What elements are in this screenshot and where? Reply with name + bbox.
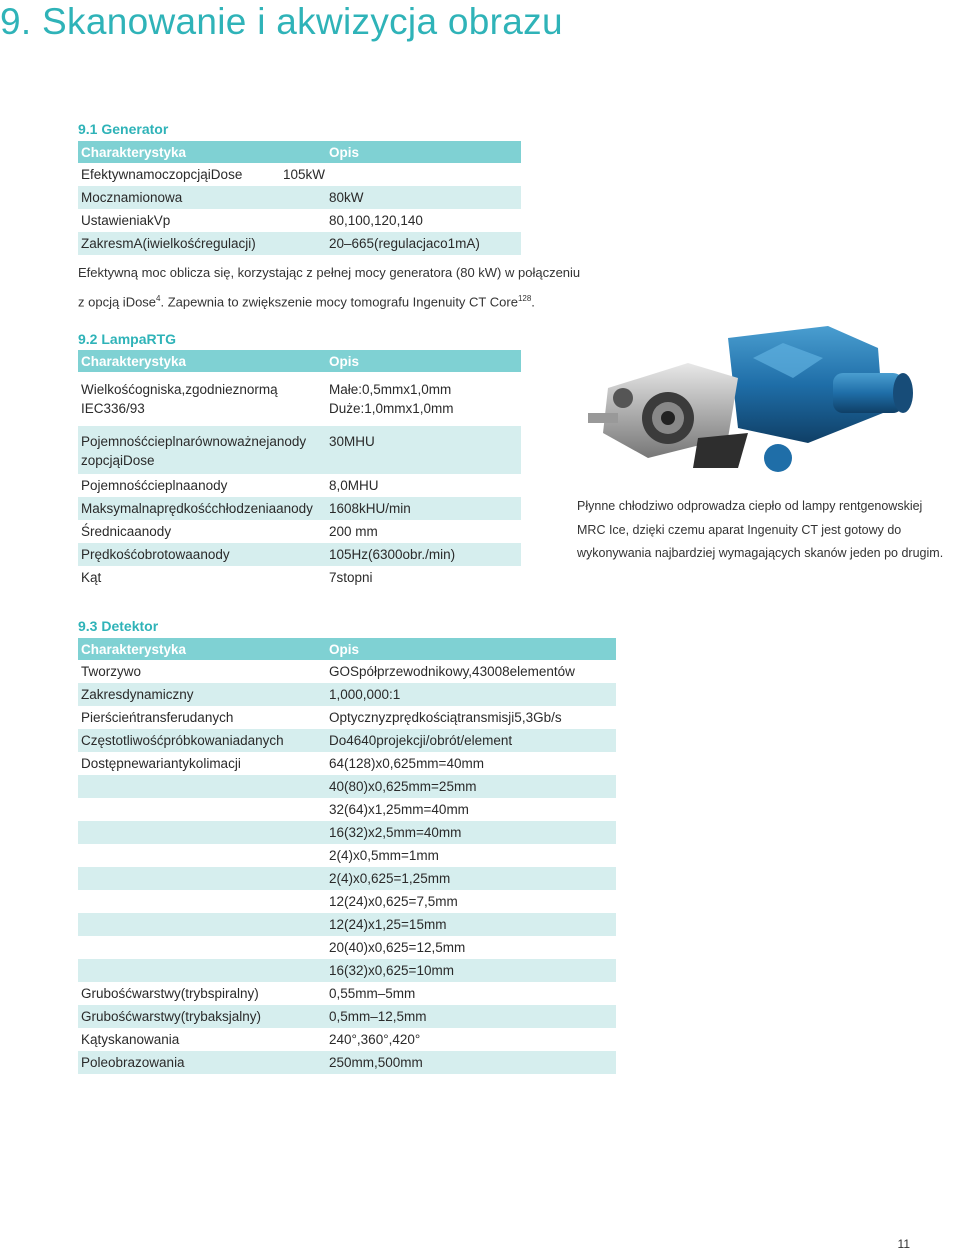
table-row <box>78 474 521 497</box>
table-header-row <box>78 141 521 163</box>
cell-value: 32(64)x1,25mm=40mm <box>326 798 616 821</box>
cell-char: Dostępnewariantykolimacji <box>78 752 326 775</box>
cell-value: 7stopni <box>326 566 521 589</box>
cell-value: 0,55mm–5mm <box>326 982 616 1005</box>
cell-value: Małe:0,5mmx1,0mm Duże:1,0mmx1,0mm <box>326 372 521 426</box>
cell-value: Do4640projekcji/obrót/element <box>326 729 616 752</box>
table-row <box>78 163 521 186</box>
cell-char <box>78 798 326 821</box>
table-row <box>78 867 616 890</box>
table-row <box>78 844 616 867</box>
table-header-row <box>78 638 616 660</box>
cell-char: Zakresdynamiczny <box>78 683 326 706</box>
section-heading-detector: 9.3 Detektor <box>78 618 159 634</box>
cell-value: 20–665(regulacjaco1mA) <box>326 232 521 255</box>
table-row <box>78 660 616 683</box>
cell-value: 1,000,000:1 <box>326 683 616 706</box>
table-row <box>78 890 616 913</box>
table-row <box>78 520 521 543</box>
cell-char <box>78 913 326 936</box>
cell-char: Poleobrazowania <box>78 1051 326 1074</box>
table-row <box>78 1051 616 1074</box>
table-row <box>78 982 616 1005</box>
cell-value: 12(24)x0,625=7,5mm <box>326 890 616 913</box>
table-row <box>78 798 616 821</box>
section-heading-generator: 9.1 Generator <box>78 121 169 137</box>
cell-char: Pojemnośćcieplnaanody <box>78 474 326 497</box>
table-row <box>78 959 616 982</box>
cell-value: Optycznyzprędkościątransmisji5,3Gb/s <box>326 706 616 729</box>
header-desc: Opis <box>326 141 521 163</box>
generator-note <box>78 260 580 315</box>
header-char: Charakterystyka <box>78 638 326 660</box>
page-number: 11 <box>897 1237 910 1251</box>
table-row <box>78 706 616 729</box>
table-row <box>78 729 616 752</box>
table-row <box>78 683 616 706</box>
cell-value: 12(24)x1,25=15mm <box>326 913 616 936</box>
cell-char <box>78 936 326 959</box>
table-row <box>78 775 616 798</box>
note-line-1: Efektywną moc oblicza się, korzystając z pełnej mocy generatora (80 kW) w połączeniu <box>78 265 581 280</box>
table-row <box>78 426 521 474</box>
xray-tube-image <box>578 318 918 488</box>
cell-value: 250mm,500mm <box>326 1051 616 1074</box>
note-line-2: z opcją iDose$^4$. Zapewnia to zwiększenie mocy tomografu Ingenuity CT Core$^{128}$. <box>78 294 535 310</box>
table-row <box>78 936 616 959</box>
cell-char <box>78 890 326 913</box>
cell-value: 0,5mm–12,5mm <box>326 1005 616 1028</box>
table-row <box>78 913 616 936</box>
cell-value: 2(4)x0,5mm=1mm <box>326 844 616 867</box>
cell-value: 16(32)x0,625=10mm <box>326 959 616 982</box>
cell-char <box>78 959 326 982</box>
page-title: 9. Skanowanie i akwizycja obrazu <box>0 1 563 42</box>
table-row <box>78 497 521 520</box>
table-row <box>78 209 521 232</box>
cell-value: 105kW <box>283 167 326 182</box>
table-row <box>78 372 521 426</box>
generator-table <box>78 141 521 255</box>
table-header-row <box>78 350 521 372</box>
cell-char: Kątyskanowania <box>78 1028 326 1051</box>
cell-char: Tworzywo <box>78 660 326 683</box>
header-desc: Opis <box>326 350 521 372</box>
cell-value: 80kW <box>326 186 521 209</box>
lamp-table <box>78 350 521 589</box>
cell-char: Grubośćwarstwy(trybspiralny) <box>78 982 326 1005</box>
cell-value: 8,0MHU <box>326 474 521 497</box>
cell-value: 40(80)x0,625mm=25mm <box>326 775 616 798</box>
cell-char <box>78 163 521 186</box>
cell-value: 1608kHU/min <box>326 497 521 520</box>
cell-char: Prędkośćobrotowaanody <box>78 543 326 566</box>
cell-char: Średnicaanody <box>78 520 326 543</box>
cell-char <box>78 775 326 798</box>
header-char: Charakterystyka <box>78 141 326 163</box>
cell-char: ZakresmA(iwielkośćregulacji) <box>78 232 326 255</box>
cell-value: 16(32)x2,5mm=40mm <box>326 821 616 844</box>
header-desc: Opis <box>326 638 616 660</box>
table-row <box>78 186 521 209</box>
cell-value: 200 mm <box>326 520 521 543</box>
detector-table <box>78 638 616 1074</box>
cell-value: GOSpółprzewodnikowy,43008elementów <box>326 660 616 683</box>
cell-char: Grubośćwarstwy(trybaksjalny) <box>78 1005 326 1028</box>
table-row <box>78 821 616 844</box>
table-row <box>78 543 521 566</box>
cell-char: Wielkośćogniska,zgodnieznormą IEC336/93 <box>78 372 326 426</box>
table-row <box>78 752 616 775</box>
cell-char: Maksymalnaprędkośćchłodzeniaanody <box>78 497 326 520</box>
cell-char: Pierścieńtransferudanych <box>78 706 326 729</box>
cell-value: 240°,360°,420° <box>326 1028 616 1051</box>
cell-char: Kąt <box>78 566 326 589</box>
cell-value: 105Hz(6300obr./min) <box>326 543 521 566</box>
cell-char <box>78 821 326 844</box>
cell-value: 64(128)x0,625mm=40mm <box>326 752 616 775</box>
section-heading-lamp: 9.2 LampaRTG <box>78 331 177 347</box>
cell-value: 20(40)x0,625=12,5mm <box>326 936 616 959</box>
cell-value: 80,100,120,140 <box>326 209 521 232</box>
table-row <box>78 232 521 255</box>
cell-char: Pojemnośćcieplnarównoważnejanody zopcjąiDose <box>78 426 326 474</box>
table-row <box>78 1005 616 1028</box>
cell-char: Częstotliwośćpróbkowaniadanych <box>78 729 326 752</box>
table-row <box>78 1028 616 1051</box>
cell-char: UstawieniakVp <box>78 209 326 232</box>
cell-label: EfektywnamoczopcjąiDose <box>81 167 243 182</box>
cell-value: 2(4)x0,625=1,25mm <box>326 867 616 890</box>
cell-char <box>78 844 326 867</box>
cell-char: Mocznamionowa <box>78 186 326 209</box>
header-char: Charakterystyka <box>78 350 326 372</box>
lamp-caption: Płynne chłodziwo odprowadza ciepło od lampy rentgenowskiej MRC Ice, dzięki czemu aparat Ingenuity CT jest gotowy do wykonywania najbardziej wymagających skanów jeden po drugim. <box>577 499 944 560</box>
table-row <box>78 566 521 589</box>
cell-char <box>78 867 326 890</box>
cell-value: 30MHU <box>326 426 521 474</box>
